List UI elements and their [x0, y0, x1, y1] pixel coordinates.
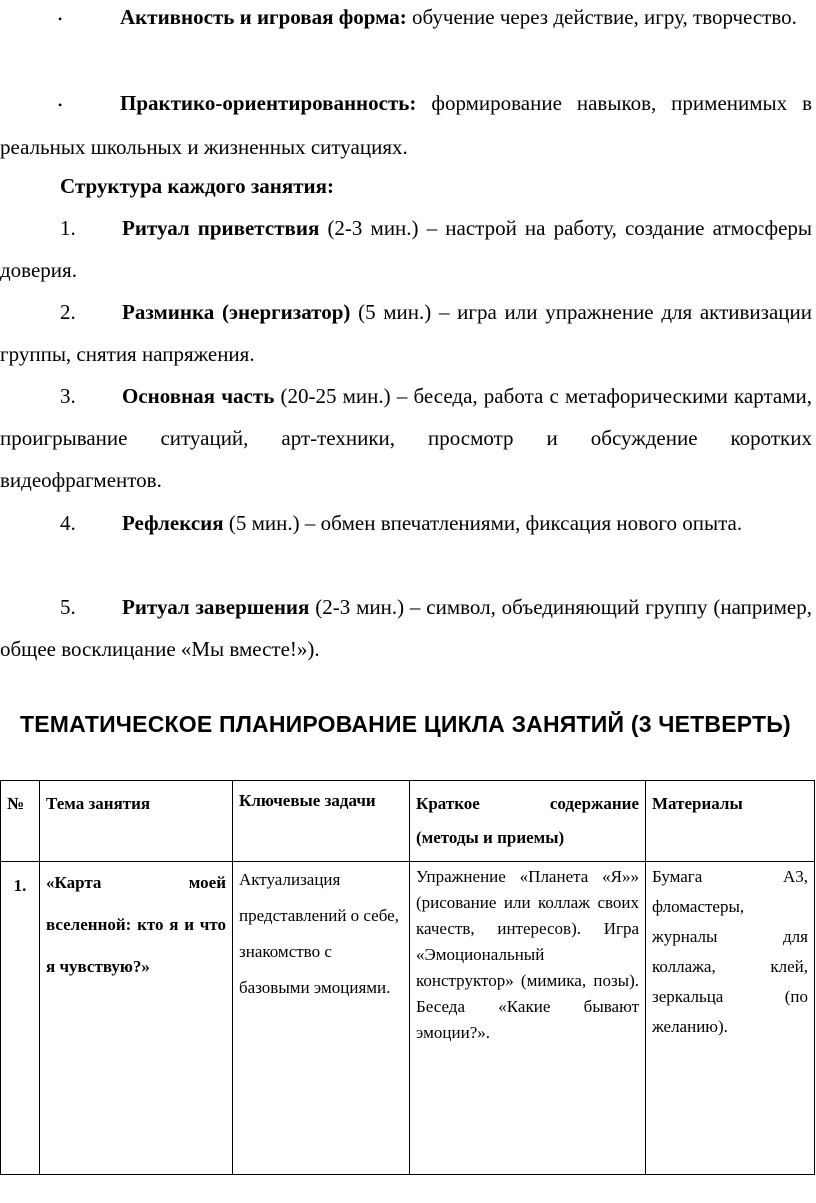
step-number: 5.: [60, 595, 76, 619]
principle-1: [0, 0, 812, 40]
principle-2: [0, 82, 812, 168]
plan-heading: ТЕМАТИЧЕСКОЕ ПЛАНИРОВАНИЕ ЦИКЛА ЗАНЯТИЙ (3 ЧЕТВЕРТЬ): [20, 711, 791, 737]
header-num: №: [1, 781, 40, 862]
cell-tasks: Актуализация представлений о себе, знакомство с базовыми эмоциями.: [233, 862, 410, 1175]
bullet: •: [58, 98, 63, 113]
cell-materials: Бумага А3, фломастеры, журналы для коллажа, клей, зеркальца (по желанию).: [646, 862, 815, 1175]
step-title: Разминка (энергизатор): [122, 300, 351, 324]
step-text: (2-3 мин.) – настрой на работу, создание атмосферы доверия.: [0, 216, 812, 282]
header-content: Краткое содержание (методы и приемы): [410, 781, 646, 862]
cell-topic: «Карта моей вселенной: кто я и что я чувствую?»: [40, 862, 233, 1175]
table-header-row: [1, 781, 815, 862]
step-number: 2.: [60, 300, 76, 324]
principle-title: Практико-ориентированность:: [120, 91, 417, 115]
step-1: [0, 207, 812, 291]
step-title: Основная часть: [122, 384, 275, 408]
step-title: Рефлексия: [122, 511, 224, 535]
step-text: (5 мин.) – обмен впечатлениями, фиксация нового опыта.: [228, 511, 743, 535]
header-tasks: Ключевые задачи: [233, 781, 410, 862]
step-title: Ритуал завершения: [122, 595, 310, 619]
header-topic: Тема занятия: [40, 781, 233, 862]
step-2: [0, 291, 812, 375]
step-4: [0, 502, 812, 544]
structure-title: [0, 165, 812, 207]
step-number: 3.: [60, 384, 76, 408]
bullet: •: [58, 12, 63, 27]
step-number: 4.: [60, 511, 76, 535]
step-3: [0, 375, 812, 501]
table-row: [1, 862, 815, 1175]
principle-text: обучение через действие, игру, творчество.: [412, 5, 797, 29]
cell-num: 1.: [1, 862, 40, 1175]
structure-title-text: Структура каждого занятия:: [60, 174, 334, 198]
step-number: 1.: [60, 216, 76, 240]
step-title: Ритуал приветствия: [122, 216, 320, 240]
principle-text: формирование навыков, применимых в реальных школьных и жизненных ситуациях.: [0, 91, 813, 160]
principle-title: Активность и игровая форма:: [120, 5, 407, 29]
step-5: [0, 586, 812, 670]
step-text: (20-25 мин.) – беседа, работа с метафорическими картами, проигрывание ситуаций, арт-техники, просмотр и обсуждение коротких видеофрагментов.: [0, 384, 813, 492]
plan-table: [0, 780, 815, 1175]
header-materials: Материалы: [646, 781, 815, 862]
cell-content: Упражнение «Планета «Я»» (рисование или коллаж своих качеств, интересов). Игра «Эмоциональный конструктор» (мимика, позы). Беседа «Какие бывают эмоции?».: [410, 862, 646, 1175]
step-text: (2-3 мин.) – символ, объединяющий группу (например, общее восклицание «Мы вместе!»).: [0, 595, 812, 661]
step-text: (5 мин.) – игра или упражнение для активизации группы, снятия напряжения.: [0, 300, 813, 366]
